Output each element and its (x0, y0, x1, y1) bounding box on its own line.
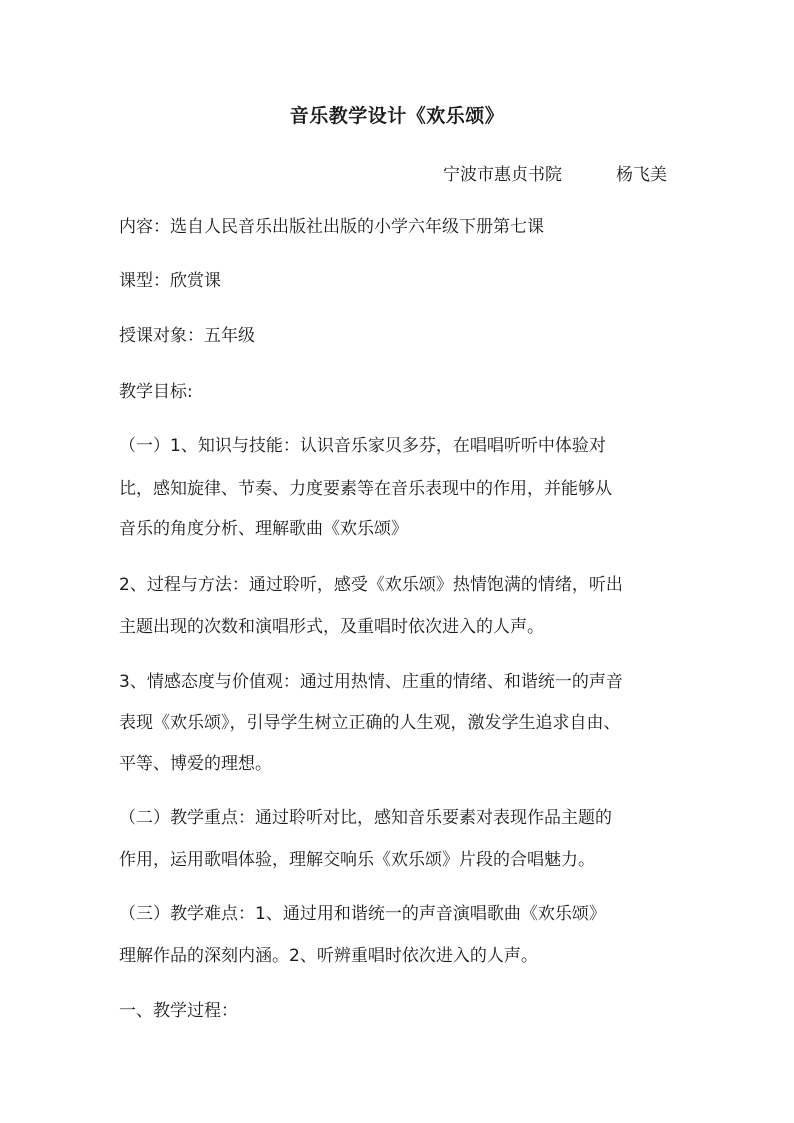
paragraph-line: 2、过程与方法：通过聆听，感受《欢乐颂》热情饱满的情绪，听出 (119, 575, 623, 595)
paragraph-line: 作用，运用歌唱体验，理解交响乐《欢乐颂》片段的合唱魅力。 (119, 850, 595, 870)
paragraph-line: （三）教学难点：1、通过用和谐统一的声音演唱歌曲《欢乐颂》 (119, 904, 606, 924)
paragraph-line: 表现《欢乐颂》，引导学生树立正确的人生观，激发学生追求自由、 (119, 713, 621, 733)
paragraph-line: 主题出现的次数和演唱形式，及重唱时依次进入的人声。 (119, 617, 544, 637)
objectives-heading: 教学目标: (119, 382, 193, 402)
author-line (443, 160, 667, 185)
paragraph-line: 平等、博爱的理想。 (119, 754, 272, 774)
author-school: 宁波市惠贞书院 (442, 165, 562, 185)
lesson-type-line: 课型：欣赏课 (119, 271, 221, 291)
section-heading: 一、教学过程： (119, 1001, 238, 1021)
paragraph-line: 比，感知旋律、节奏、力度要素等在音乐表现中的作用，并能够从 (119, 479, 612, 499)
paragraph-line: （二）教学重点：通过聆听对比，感知音乐要素对表现作品主题的 (119, 808, 612, 828)
document-title: 音乐教学设计《欢乐颂》 (289, 105, 505, 127)
paragraph-line: （一）1、知识与技能：认识音乐家贝多芬，在唱唱听听中体验对 (119, 436, 606, 456)
audience-line: 授课对象：五年级 (119, 326, 255, 346)
author-name: 杨飞美 (616, 165, 667, 185)
paragraph-line: 3、情感态度与价值观：通过用热情、庄重的情绪、和谐统一的声音 (119, 672, 623, 692)
paragraph-line: 理解作品的深刻内涵。2、听辨重唱时依次进入的人声。 (119, 946, 538, 966)
paragraph-line: 音乐的角度分析、理解歌曲《欢乐颂》 (119, 519, 408, 539)
content-line: 内容：选自人民音乐出版社出版的小学六年级下册第七课 (119, 217, 544, 237)
